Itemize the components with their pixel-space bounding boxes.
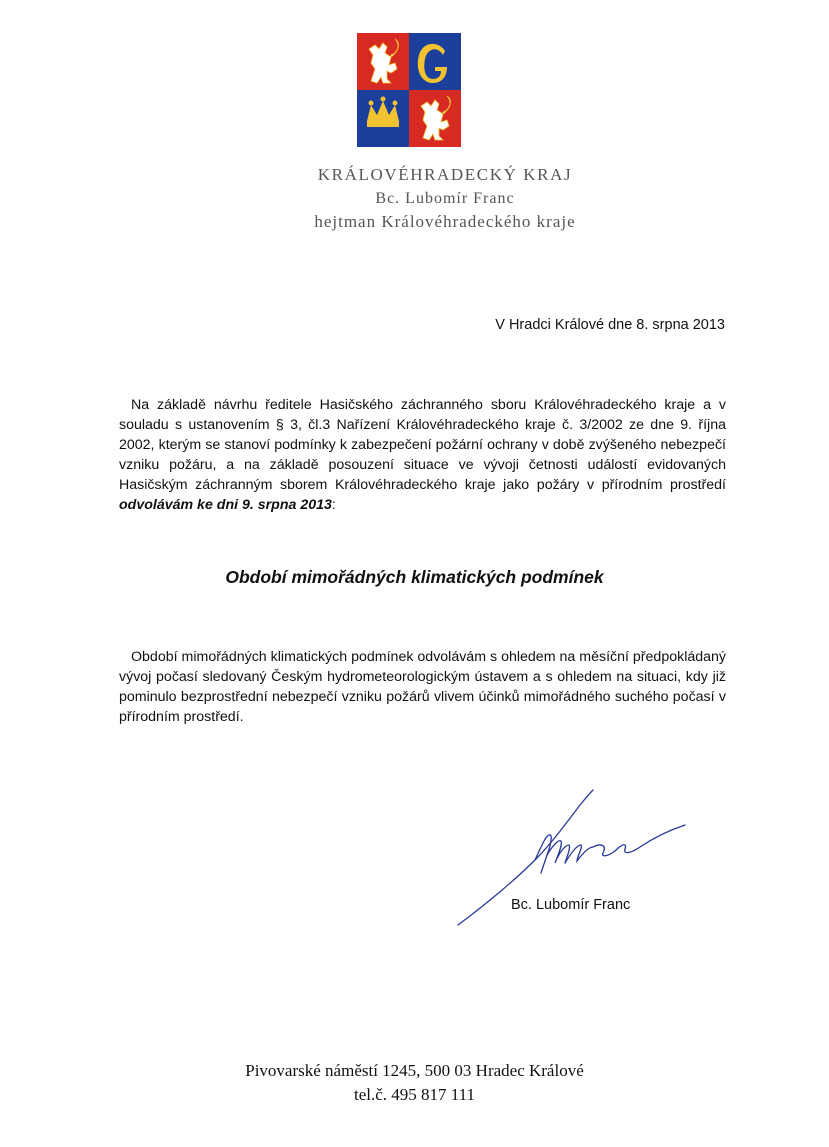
paragraph-1-end: : (331, 497, 336, 514)
signer-name: Bc. Lubomír Franc (511, 897, 631, 913)
author-role: hejtman Královéhradeckého kraje (314, 212, 576, 231)
author-name: Bc. Lubomír Franc (375, 190, 515, 207)
organization-name: KRÁLOVÉHRADECKÝ KRAJ (317, 165, 573, 184)
paragraph-1-text: Na základě návrhu ředitele Hasičského záchranného sboru Královéhradeckého kraje a v souladu s ustanovením § 3, čl.3 Nařízení Královéhradeckého kraje č. 3/2002 ze dne 9. října 2002, kterým se stanoví podmínky k zabezpečení požární ochrany v době zvýšeného nebezpečí vzniku požáru, a na základě posouzení situace ve vývoji četnosti událostí evidovaných Hasičským záchranným sborem Královéhradeckého kraje jako požáry v přírodním prostředí (119, 397, 726, 494)
paragraph-2-text: Období mimořádných klimatických podmínek odvolávám s ohledem na měsíční předpokládaný vývoj počasí sledovaný Českým hydrometeorologickým ústavem a s ohledem na situaci, kdy již pominulo bezprostřední nebezpečí vzniku požárů vlivem účinků mimořádného suchého počasí v přírodním prostředí. (119, 649, 726, 726)
coat-of-arms-icon (357, 33, 461, 147)
section-title: Období mimořádných klimatických podmínek (225, 567, 604, 587)
footer-address: Pivovarské náměstí 1245, 500 03 Hradec Králové (245, 1061, 584, 1080)
footer-phone: tel.č. 495 817 111 (353, 1085, 476, 1104)
paragraph-1 (119, 395, 726, 516)
date-line: V Hradci Králové dne 8. srpna 2013 (495, 317, 725, 333)
paragraph-2 (119, 647, 726, 727)
paragraph-1-emphasis: odvolávám ke dni 9. srpna 2013 (119, 497, 332, 514)
